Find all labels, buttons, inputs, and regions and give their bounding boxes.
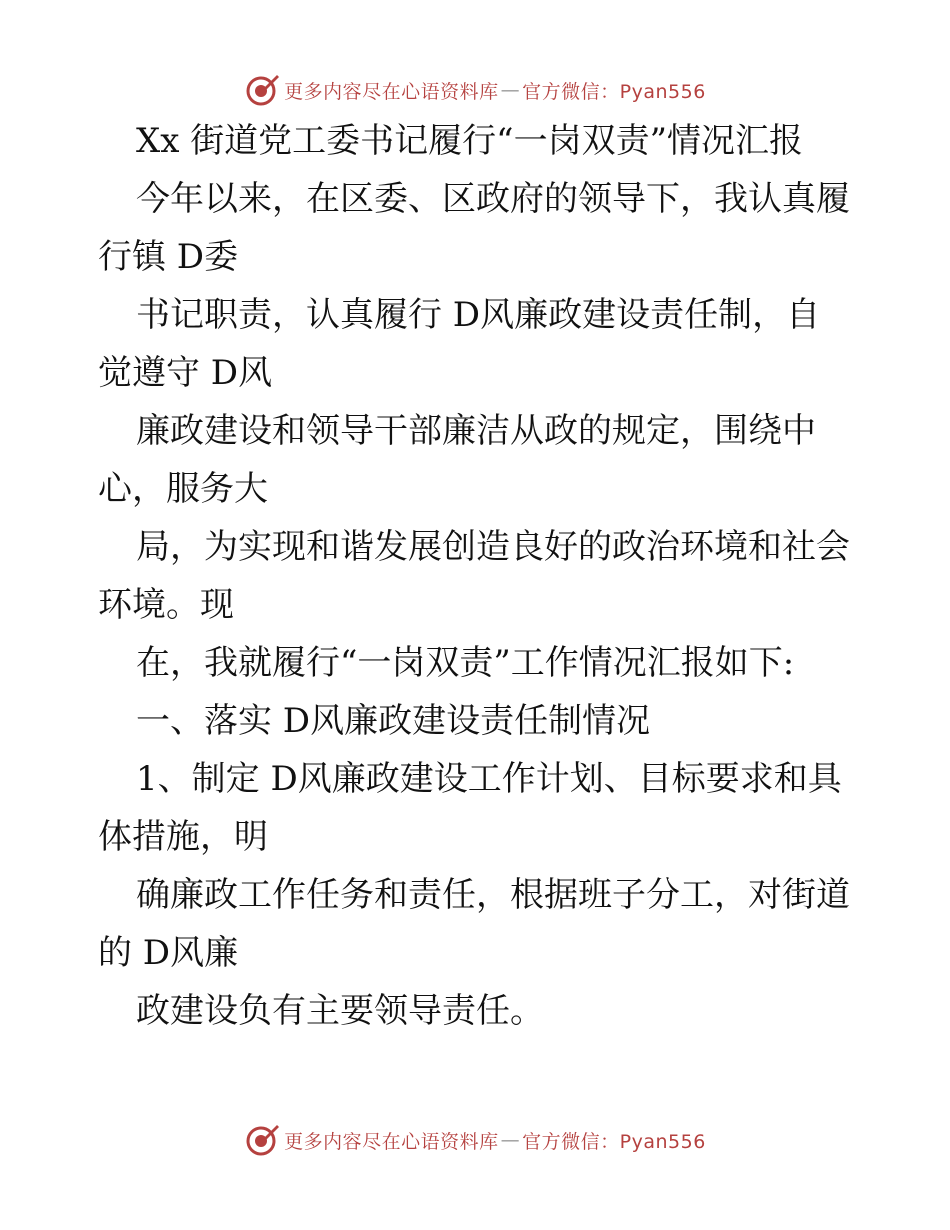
- paragraph-line: 局，为实现和谐发展创造良好的政治环境和社会: [136, 527, 850, 567]
- paragraph-line: 确廉政工作任务和责任，根据班子分工，对街道: [136, 875, 850, 915]
- watermark-dash: —: [500, 79, 521, 101]
- document-title: Xx 街道党工委书记履行“一岗双责”情况汇报: [136, 121, 803, 161]
- pen-logo-icon: [244, 72, 280, 108]
- paragraph-line: 觉遵守 D风: [98, 353, 273, 393]
- watermark-wechat-text: 官方微信：Pyan556: [522, 80, 706, 103]
- document-body: [98, 112, 858, 1040]
- paragraph-line: 的 D风廉: [98, 933, 239, 973]
- watermark-wechat-text: 官方微信：Pyan556: [522, 1130, 706, 1153]
- watermark-dash: —: [500, 1129, 521, 1151]
- paragraph-line: 体措施，明: [98, 817, 268, 857]
- paragraph-line: 1、制定 D风廉政建设工作计划、目标要求和具: [136, 759, 842, 799]
- paragraph-line: 环境。现: [98, 585, 234, 625]
- watermark-main-text: 更多内容尽在心语资料库: [284, 80, 499, 103]
- paragraph-line: 心，服务大: [98, 469, 268, 509]
- paragraph-line: 在，我就履行“一岗双责”工作情况汇报如下:: [136, 643, 795, 683]
- paragraph-line: 廉政建设和领导干部廉洁从政的规定，围绕中: [136, 411, 816, 451]
- paragraph-line: 政建设负有主要领导责任。: [136, 991, 544, 1031]
- header-watermark: [0, 70, 950, 110]
- paragraph-line: 今年以来，在区委、区政府的领导下，我认真履: [136, 179, 850, 219]
- footer-watermark: [0, 1120, 950, 1160]
- pen-logo-icon: [244, 1122, 280, 1158]
- section-heading: 一、落实 D风廉政建设责任制情况: [136, 701, 651, 741]
- paragraph-line: 行镇 D委: [98, 237, 239, 277]
- paragraph-line: 书记职责，认真履行 D风廉政建设责任制，自: [136, 295, 821, 335]
- watermark-main-text: 更多内容尽在心语资料库: [284, 1130, 499, 1153]
